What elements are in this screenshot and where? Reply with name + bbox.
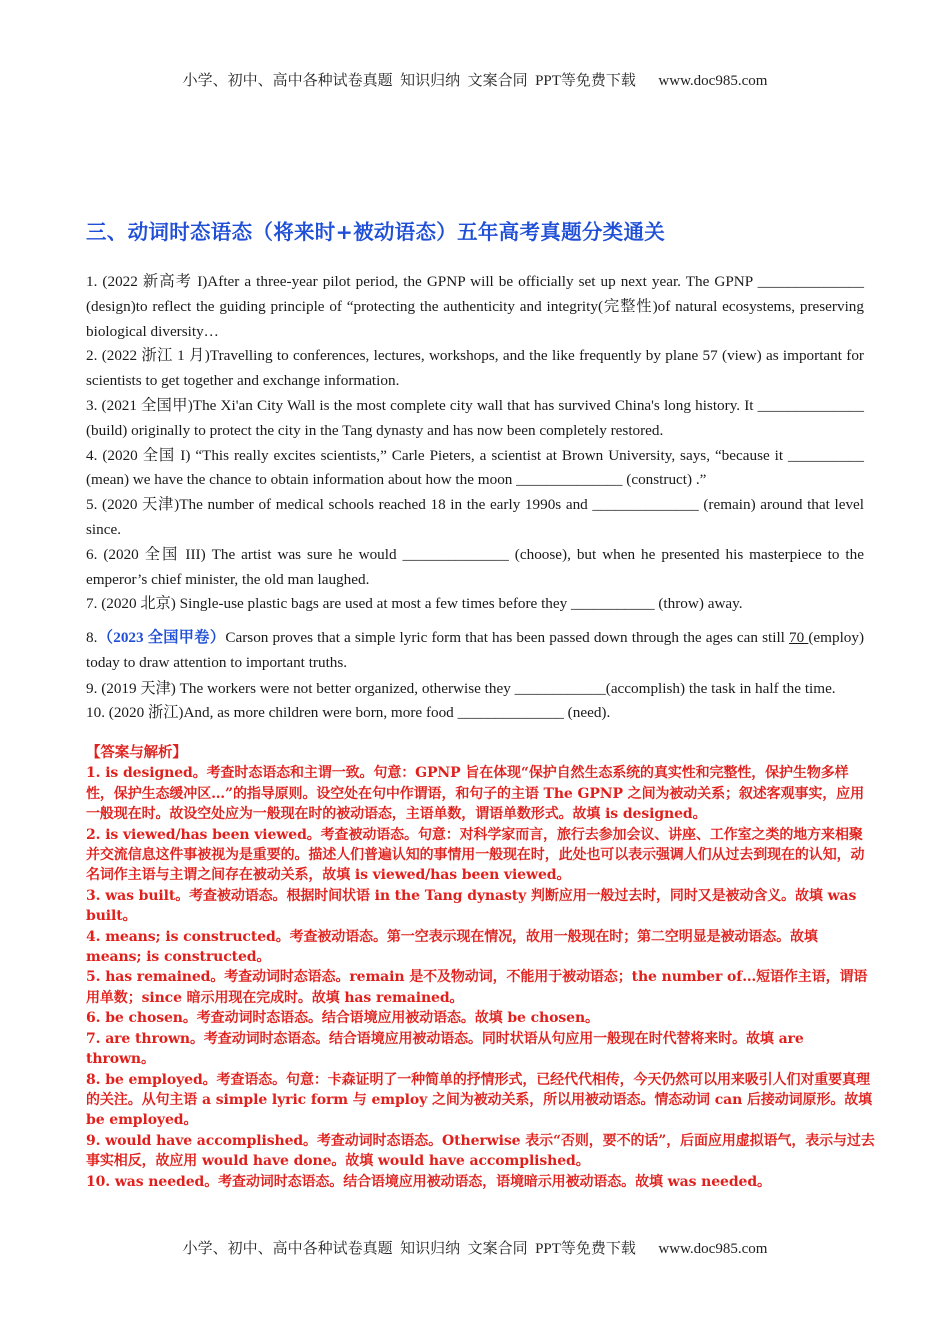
answer-heading: 【答案与解析】: [86, 744, 187, 761]
answer-4: 4. means; is constructed。考查被动语态。第一空表示现在情况，故用一般现在时；第二空明显是被动语态。故填 means; is constructed。: [86, 928, 818, 966]
page-footer: 小学、初中、高中各种试卷真题 知识归纳 文案合同 PPT等免费下载 www.doc985.com: [182, 1241, 768, 1257]
answer-3: 3. was built。考查被动语态。根据时间状语 in the Tang dynasty 判断应用一般过去时，同时又是被动含义。故填 was built。: [86, 887, 857, 925]
question-8-blank: 70: [789, 629, 809, 647]
answer-section: [86, 743, 876, 1192]
question-7: 7. (2020 北京) Single-use plastic bags are used at most a few times before they ___________ (throw) away.: [86, 595, 743, 613]
question-8-text-before: Carson proves that a simple lyric form that has been passed down through the ages can still: [225, 629, 790, 647]
answer-6: 6. be chosen。考查动词时态语态。结合语境应用被动语态。故填 be chosen。: [86, 1010, 599, 1027]
question-8-text-after: (employ) today to draw attention to important truths.: [86, 629, 865, 671]
question-8: [86, 626, 864, 676]
question-3: 3. (2021 全国甲)The Xi'an City Wall is the most complete city wall that has survived China's long history. It ______________ (build) originally to protect the city in the Tang dynasty and has now been completely restored.: [86, 396, 864, 439]
question-1: 1. (2022 新高考 I)After a three-year pilot period, the GPNP will be officially set up next year. The GPNP ______________ (design)to reflect the guiding principle of “protecting the authenticity and integrity(完整性)of natural ecosystems, preserving biological diversity…: [86, 273, 864, 340]
answer-10: 10. was needed。考查动词时态语态。结合语境应用被动语态，语境暗示用被动语态。故填 was needed。: [86, 1173, 771, 1190]
answer-5: 5. has remained。考查动词时态语态。remain 是不及物动词，不能用于被动语态；the number of…短语作主语，谓语用单数；since 暗示用现在完成时。故填 has remained。: [86, 969, 868, 1006]
section-title: 三、动词时态语态（将来时+被动语态）五年高考真题分类通关: [86, 220, 666, 244]
answer-7: 7. are thrown。考查动词时态语态。结合语境应用被动语态。同时状语从句应用一般现在时代替将来时。故填 are thrown。: [86, 1030, 804, 1068]
question-9: 9. (2019 天津) The workers were not better organized, otherwise they ____________(accomplish) the task in half the time.: [86, 679, 836, 697]
question-10: 10. (2020 浙江)And, as more children were born, more food ______________ (need).: [86, 703, 611, 721]
page-header: 小学、初中、高中各种试卷真题 知识归纳 文案合同 PPT等免费下载 www.doc985.com: [182, 73, 768, 89]
answer-9: 9. would have accomplished。考查动词时态语态。Otherwise 表示“否则，要不的话”，后面应用虚拟语气，表示与过去事实相反，故应用 would have done。故填 would have accomplished。: [86, 1132, 875, 1170]
question-8-number: 8.: [86, 629, 98, 647]
question-4: 4. (2020 全国 I) “This really excites scientists,” Carle Pieters, a scientist at Brown University, says, “because it __________ (mean) we have the chance to obtain information about how the moon ______________ (construct) .”: [86, 446, 864, 489]
answer-2: 2. is viewed/has been viewed。考查被动语态。句意：对科学家而言，旅行去参加会议、讲座、工作室之类的地方来相聚并交流信息这件事被视为是重要的。描述人们普遍认知的事情用一般现在时，此处也可以表示强调人们从过去到现在的认知，动名词作主语与主谓之间存在被动关系，故填 is viewed/has been viewed。: [86, 826, 865, 884]
question-6: 6. (2020 全国 III) The artist was sure he would ______________ (choose), but when he presented his masterpiece to the emperor’s chief minister, the old man laughed.: [86, 545, 864, 588]
answer-8: 8. be employed。考查语态。句意：卡森证明了一种简单的抒情形式，已经代代相传，今天仍然可以用来吸引人们对重要真理的关注。从句主语 a simple lyric form 与 employ 之间为被动关系，所以用被动语态。情态动词 can 后接动词原形。故填 be employed。: [86, 1071, 873, 1129]
question-2: 2. (2022 浙江 1 月)Travelling to conferences, lectures, workshops, and the like frequently by plane 57 (view) as important for scientists to get together and exchange information.: [86, 347, 864, 390]
question-8-source: （2023 全国甲卷）: [97, 629, 226, 647]
question-5: 5. (2020 天津)The number of medical schools reached 18 in the early 1990s and ______________ (remain) around that level since.: [86, 496, 864, 538]
question-list: [86, 270, 864, 726]
answer-1: 1. is designed。考查时态语态和主谓一致。句意：GPNP 旨在体现“保护自然生态系统的真实性和完整性，保护生物多样性，保护生态缓冲区…”的指导原则。设空处在句中作谓语，和句子的主语 The GPNP 之间为被动关系；叙述客观事实，应用一般现在时。故设空处应为一般现在时的被动语态，主语单数，谓语单数形式。故填 is designed。: [86, 765, 864, 823]
